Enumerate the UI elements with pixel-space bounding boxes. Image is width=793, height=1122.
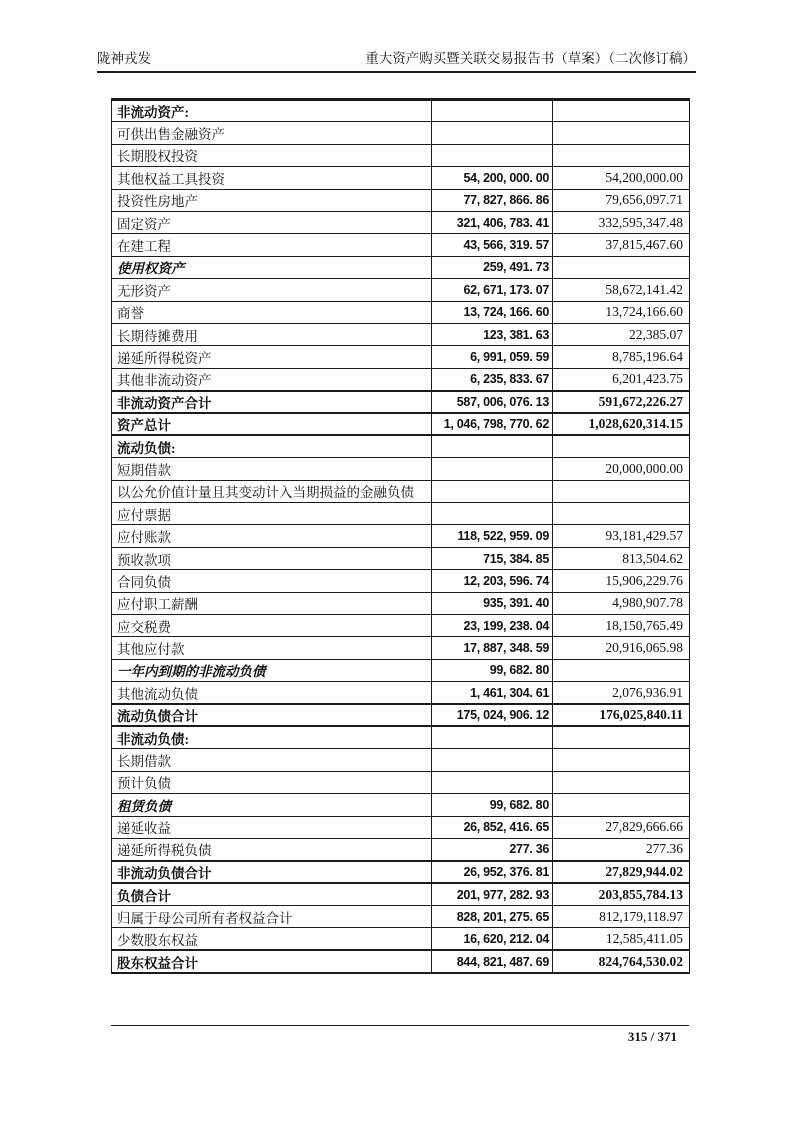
table-row — [112, 122, 690, 144]
row-label: 以公允价值计量且其变动计入当期损益的金融负债 — [112, 480, 432, 502]
row-current-value — [432, 435, 553, 457]
row-current-value: 54, 200, 000. 00 — [432, 167, 553, 189]
row-current-value: 175, 024, 906. 12 — [432, 704, 553, 726]
row-label: 应付账款 — [112, 525, 432, 547]
table-row — [112, 234, 690, 256]
row-current-value: 17, 887, 348. 59 — [432, 637, 553, 659]
row-current-value: 1, 461, 304. 61 — [432, 682, 553, 704]
table-row — [112, 771, 690, 793]
table-row — [112, 323, 690, 345]
table-row — [112, 704, 690, 726]
table-row — [112, 167, 690, 189]
row-label: 股东权益合计 — [112, 950, 432, 972]
row-prior-value: 4,980,907.78 — [553, 592, 690, 614]
table-row — [112, 838, 690, 860]
row-current-value — [432, 144, 553, 166]
row-prior-value: 176,025,840.11 — [553, 704, 690, 726]
row-current-value: 13, 724, 166. 60 — [432, 301, 553, 323]
row-label: 应付票据 — [112, 503, 432, 525]
row-prior-value: 1,028,620,314.15 — [553, 413, 690, 435]
row-prior-value — [553, 100, 690, 122]
row-current-value — [432, 122, 553, 144]
table-row — [112, 883, 690, 905]
row-current-value: 715, 384. 85 — [432, 547, 553, 569]
row-current-value: 118, 522, 959. 09 — [432, 525, 553, 547]
row-current-value: 6, 991, 059. 59 — [432, 346, 553, 368]
table-row — [112, 480, 690, 502]
table-row — [112, 435, 690, 457]
table-row — [112, 570, 690, 592]
table-row — [112, 346, 690, 368]
row-current-value — [432, 503, 553, 525]
row-prior-value: 18,150,765.49 — [553, 614, 690, 636]
table-row — [112, 256, 690, 278]
row-label: 递延收益 — [112, 816, 432, 838]
table-row — [112, 458, 690, 480]
row-label: 递延所得税资产 — [112, 346, 432, 368]
row-label: 其他流动负债 — [112, 682, 432, 704]
table-row — [112, 950, 690, 972]
row-prior-value — [553, 503, 690, 525]
row-current-value: 201, 977, 282. 93 — [432, 883, 553, 905]
page-number: 315 / 371 — [627, 1029, 677, 1044]
table-row — [112, 861, 690, 883]
row-label: 短期借款 — [112, 458, 432, 480]
row-current-value — [432, 771, 553, 793]
row-prior-value: 27,829,944.02 — [553, 861, 690, 883]
row-prior-value: 813,504.62 — [553, 547, 690, 569]
balance-sheet-rows — [112, 100, 690, 973]
row-current-value: 12, 203, 596. 74 — [432, 570, 553, 592]
row-prior-value: 591,672,226.27 — [553, 391, 690, 413]
row-current-value — [432, 480, 553, 502]
row-current-value: 16, 620, 212. 04 — [432, 928, 553, 950]
row-prior-value: 13,724,166.60 — [553, 301, 690, 323]
table-row — [112, 144, 690, 166]
table-row — [112, 211, 690, 233]
row-current-value: 1, 046, 798, 770. 62 — [432, 413, 553, 435]
row-prior-value — [553, 144, 690, 166]
row-label: 资产总计 — [112, 413, 432, 435]
row-label: 一年内到期的非流动负债 — [112, 659, 432, 681]
row-prior-value: 2,076,936.91 — [553, 682, 690, 704]
row-label: 长期待摊费用 — [112, 323, 432, 345]
row-current-value: 62, 671, 173. 07 — [432, 279, 553, 301]
row-prior-value — [553, 794, 690, 816]
table-row — [112, 794, 690, 816]
balance-sheet-table — [111, 98, 690, 974]
row-label: 其他应付款 — [112, 637, 432, 659]
row-label: 应付职工薪酬 — [112, 592, 432, 614]
row-current-value: 935, 391. 40 — [432, 592, 553, 614]
row-prior-value: 79,656,097.71 — [553, 189, 690, 211]
row-current-value: 277. 36 — [432, 838, 553, 860]
table-row — [112, 391, 690, 413]
row-current-value: 99, 682. 80 — [432, 659, 553, 681]
row-prior-value: 15,906,229.76 — [553, 570, 690, 592]
row-label: 流动负债合计 — [112, 704, 432, 726]
row-label: 预计负债 — [112, 771, 432, 793]
row-current-value: 99, 682. 80 — [432, 794, 553, 816]
table-row — [112, 928, 690, 950]
table-row — [112, 614, 690, 636]
table-row — [112, 906, 690, 928]
row-label: 其他非流动资产 — [112, 368, 432, 390]
table-row — [112, 301, 690, 323]
row-label: 无形资产 — [112, 279, 432, 301]
row-label: 使用权资产 — [112, 256, 432, 278]
row-prior-value: 93,181,429.57 — [553, 525, 690, 547]
row-prior-value — [553, 659, 690, 681]
row-prior-value: 20,916,065.98 — [553, 637, 690, 659]
row-prior-value: 8,785,196.64 — [553, 346, 690, 368]
row-prior-value: 22,385.07 — [553, 323, 690, 345]
row-current-value: 26, 952, 376. 81 — [432, 861, 553, 883]
row-prior-value — [553, 256, 690, 278]
header-report-title: 重大资产购买暨关联交易报告书（草案）（二次修订稿） — [365, 51, 696, 66]
row-current-value: 259, 491. 73 — [432, 256, 553, 278]
row-prior-value: 277.36 — [553, 838, 690, 860]
row-current-value: 321, 406, 783. 41 — [432, 211, 553, 233]
row-current-value: 123, 381. 63 — [432, 323, 553, 345]
row-prior-value: 824,764,530.02 — [553, 950, 690, 972]
row-prior-value: 12,585,411.05 — [553, 928, 690, 950]
table-row — [112, 659, 690, 681]
row-label: 长期股权投资 — [112, 144, 432, 166]
row-label: 投资性房地产 — [112, 189, 432, 211]
row-label: 非流动资产: — [112, 100, 432, 122]
table-row — [112, 413, 690, 435]
row-prior-value — [553, 726, 690, 748]
row-current-value: 828, 201, 275. 65 — [432, 906, 553, 928]
row-prior-value — [553, 480, 690, 502]
table-row — [112, 368, 690, 390]
table-row — [112, 547, 690, 569]
row-prior-value — [553, 435, 690, 457]
row-prior-value — [553, 122, 690, 144]
row-current-value — [432, 749, 553, 771]
table-row — [112, 100, 690, 122]
row-current-value — [432, 458, 553, 480]
row-label: 非流动负债: — [112, 726, 432, 748]
table-row — [112, 592, 690, 614]
row-label: 长期借款 — [112, 749, 432, 771]
row-current-value: 844, 821, 487. 69 — [432, 950, 553, 972]
row-prior-value: 58,672,141.42 — [553, 279, 690, 301]
row-label: 递延所得税负债 — [112, 838, 432, 860]
row-label: 归属于母公司所有者权益合计 — [112, 906, 432, 928]
table-row — [112, 726, 690, 748]
row-current-value: 43, 566, 319. 57 — [432, 234, 553, 256]
row-label: 非流动资产合计 — [112, 391, 432, 413]
row-current-value — [432, 726, 553, 748]
row-label: 少数股东权益 — [112, 928, 432, 950]
row-prior-value: 37,815,467.60 — [553, 234, 690, 256]
row-prior-value — [553, 749, 690, 771]
row-label: 负债合计 — [112, 883, 432, 905]
table-row — [112, 503, 690, 525]
row-prior-value: 27,829,666.66 — [553, 816, 690, 838]
row-prior-value: 203,855,784.13 — [553, 883, 690, 905]
row-label: 商誉 — [112, 301, 432, 323]
row-label: 固定资产 — [112, 211, 432, 233]
header-company-name: 陇神戎发 — [97, 51, 151, 66]
row-prior-value: 332,595,347.48 — [553, 211, 690, 233]
row-label: 应交税费 — [112, 614, 432, 636]
row-current-value: 23, 199, 238. 04 — [432, 614, 553, 636]
table-row — [112, 525, 690, 547]
table-row — [112, 189, 690, 211]
table-row — [112, 637, 690, 659]
table-row — [112, 816, 690, 838]
row-label: 租赁负债 — [112, 794, 432, 816]
page-header — [97, 50, 696, 73]
row-prior-value: 54,200,000.00 — [553, 167, 690, 189]
row-prior-value: 20,000,000.00 — [553, 458, 690, 480]
row-label: 非流动负债合计 — [112, 861, 432, 883]
row-current-value: 26, 852, 416. 65 — [432, 816, 553, 838]
table-row — [112, 279, 690, 301]
row-label: 预收款项 — [112, 547, 432, 569]
row-label: 合同负债 — [112, 570, 432, 592]
row-current-value — [432, 100, 553, 122]
row-current-value: 77, 827, 866. 86 — [432, 189, 553, 211]
row-label: 流动负债: — [112, 435, 432, 457]
row-current-value: 587, 006, 076. 13 — [432, 391, 553, 413]
row-prior-value: 6,201,423.75 — [553, 368, 690, 390]
row-current-value: 6, 235, 833. 67 — [432, 368, 553, 390]
table-row — [112, 682, 690, 704]
row-prior-value — [553, 771, 690, 793]
row-label: 其他权益工具投资 — [112, 167, 432, 189]
row-label: 在建工程 — [112, 234, 432, 256]
table-row — [112, 749, 690, 771]
row-prior-value: 812,179,118.97 — [553, 906, 690, 928]
table-bottom-rule — [111, 1025, 689, 1026]
row-label: 可供出售金融资产 — [112, 122, 432, 144]
